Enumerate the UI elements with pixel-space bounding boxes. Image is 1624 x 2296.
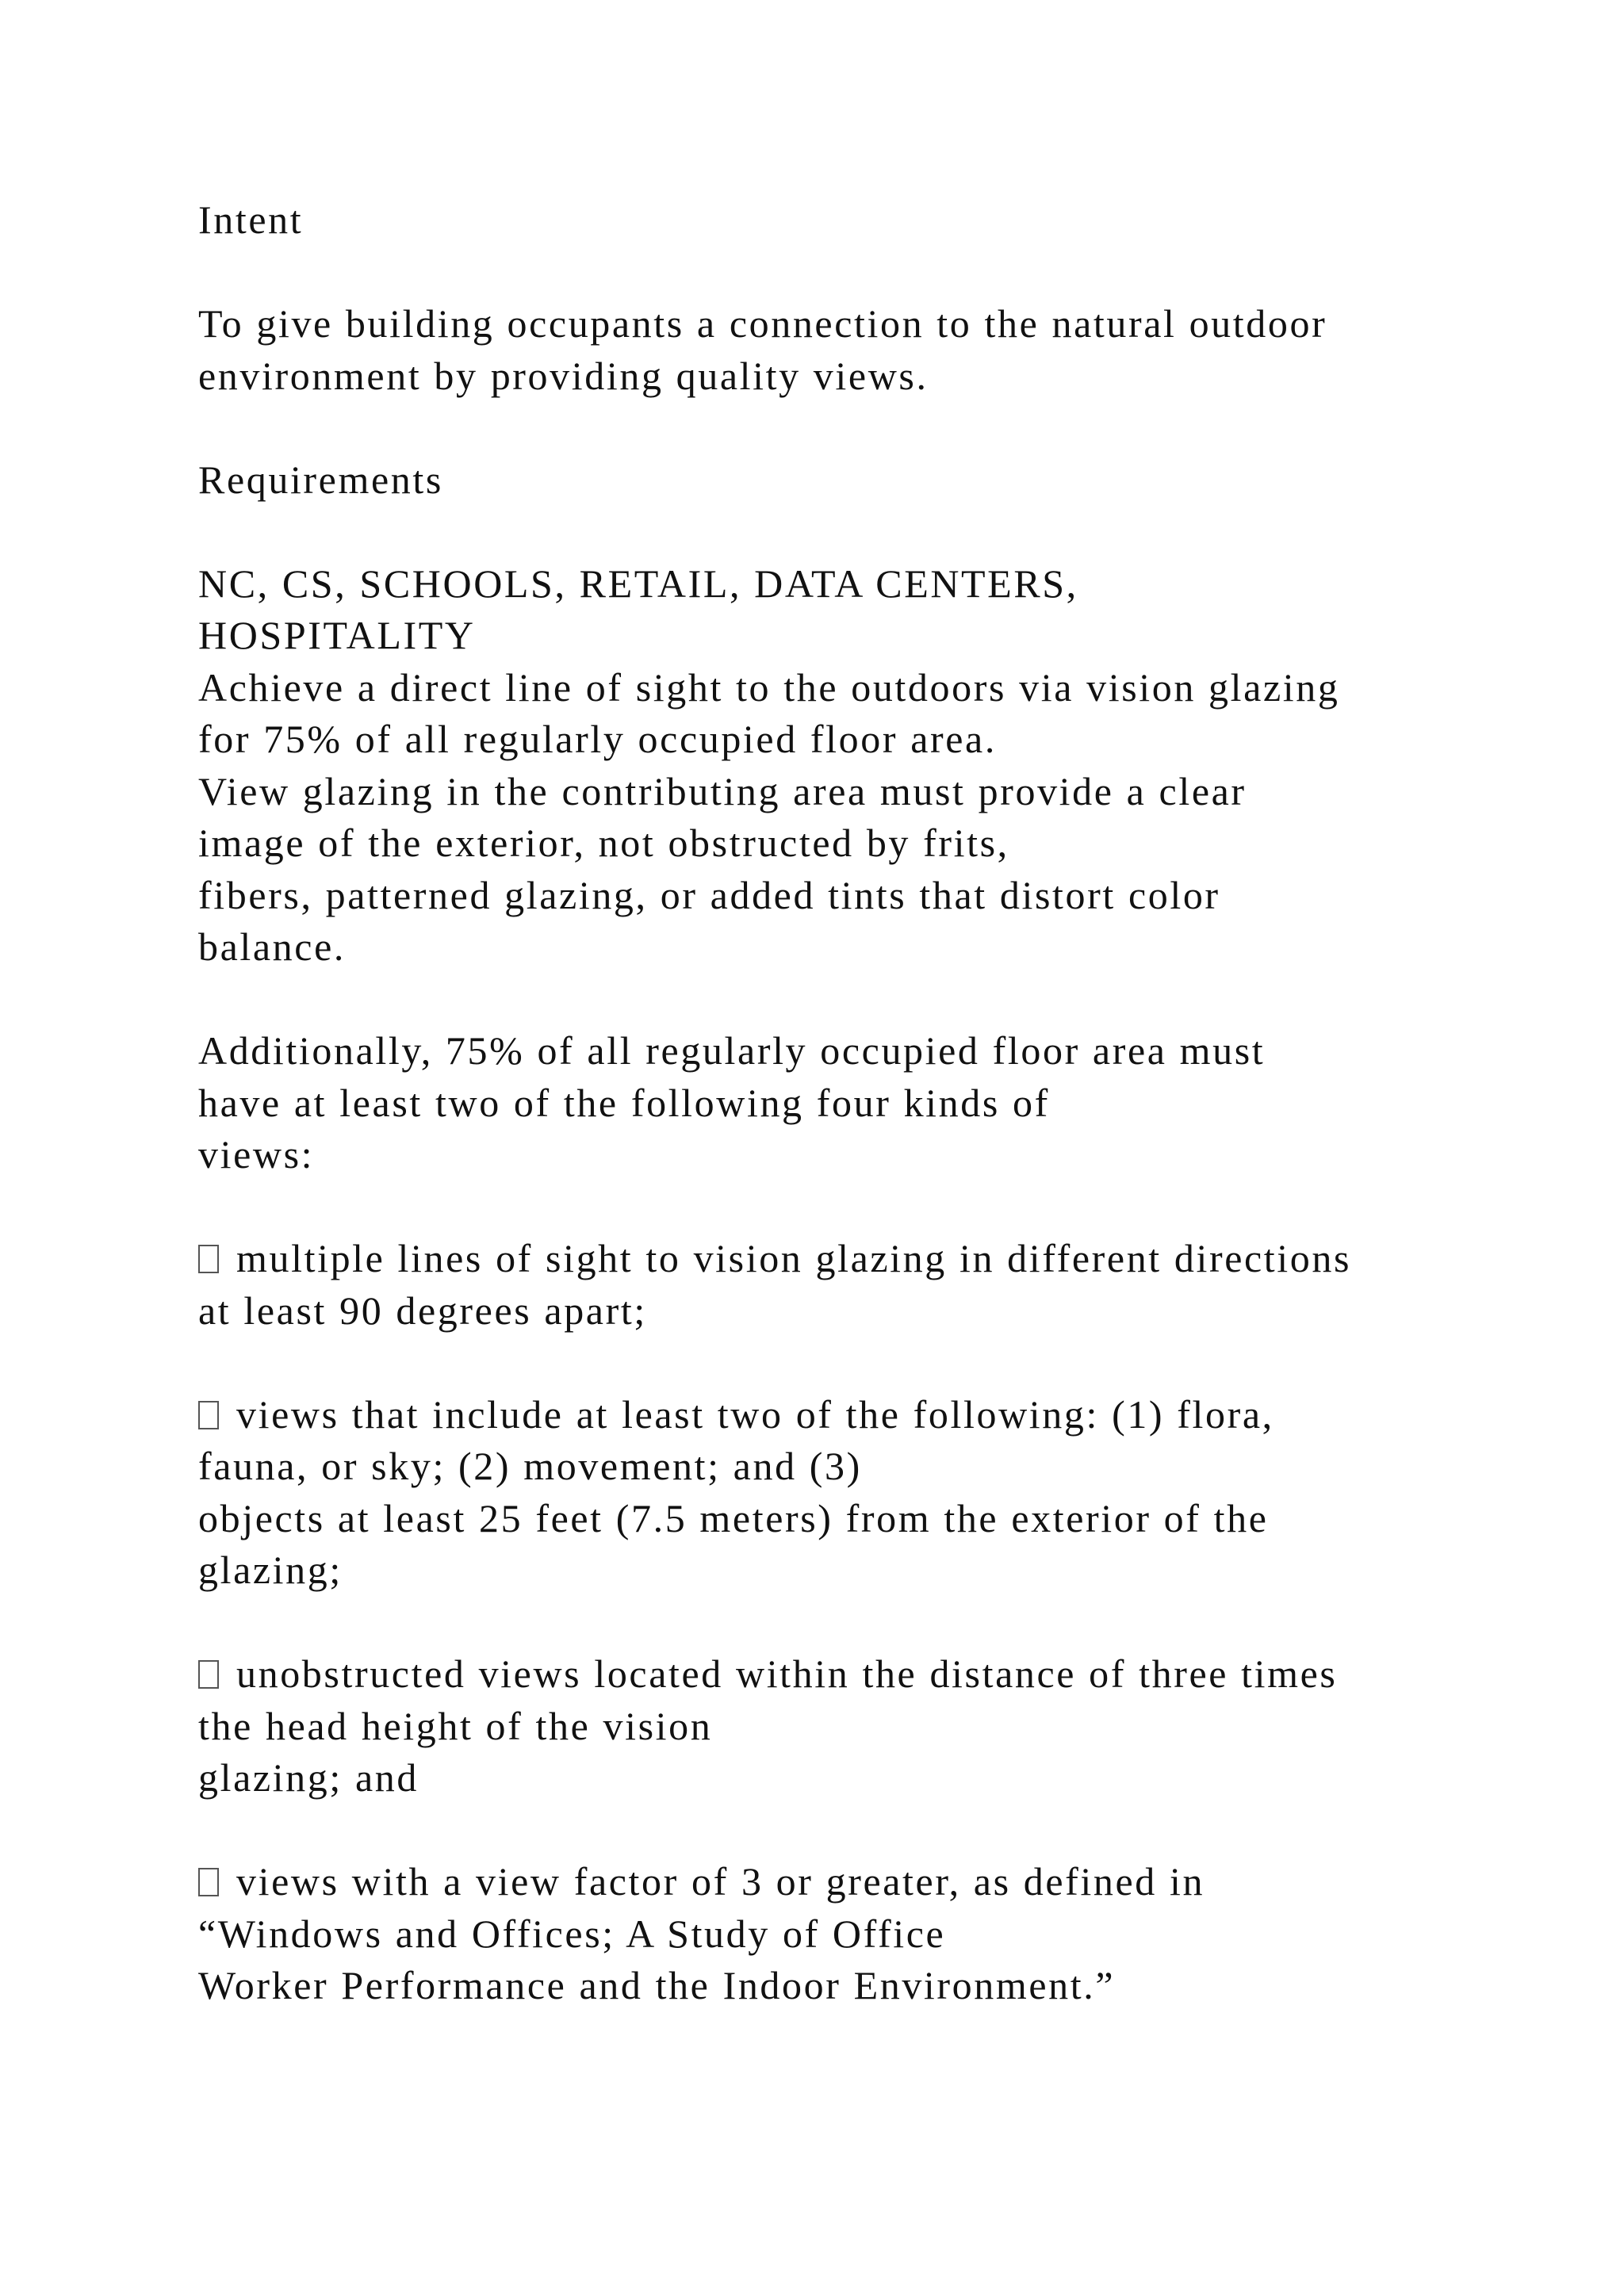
requirements-text-line: View glazing in the contributing area must provide a clear — [198, 768, 1247, 813]
bullet-item-line: glazing; and — [198, 1755, 419, 1800]
additional-text-line: have at least two of the following four kinds of — [198, 1080, 1050, 1125]
blank-line — [198, 402, 1499, 454]
blank-line — [198, 247, 1499, 299]
requirements-text-line: Achieve a direct line of sight to the outdoors via vision glazing — [198, 664, 1340, 710]
bullet-text: views that include at least two of the following: (1) flora, — [236, 1391, 1274, 1437]
intent-text-line: To give building occupants a connection to the natural outdoor — [198, 301, 1327, 346]
bullet-box-icon — [198, 1401, 219, 1429]
bullet-box-icon — [198, 1245, 219, 1273]
bullet-box-icon — [198, 1660, 219, 1689]
bullet-text: unobstructed views located within the distance of three times — [236, 1651, 1338, 1696]
blank-line — [198, 1804, 1499, 1857]
additional-text-line: Additionally, 75% of all regularly occupied floor area must — [198, 1028, 1266, 1073]
bullet-item-line: objects at least 25 feet (7.5 meters) from the exterior of the — [198, 1495, 1269, 1540]
blank-line — [198, 1597, 1499, 1649]
blank-line — [198, 1337, 1499, 1389]
bullet-item-line: glazing; — [198, 1548, 343, 1592]
bullet-item-line: Worker Performance and the Indoor Environment.” — [198, 1963, 1116, 2007]
bullet-item-line: the head height of the vision — [198, 1703, 713, 1748]
bullet-item-line: at least 90 degrees apart; — [198, 1288, 647, 1333]
bullet-item-first-line — [198, 1648, 1499, 1701]
additional-text-line: views: — [198, 1132, 315, 1177]
intent-text-line: environment by providing quality views. — [198, 353, 929, 398]
bullet-item-first-line — [198, 1856, 1499, 1908]
blank-line — [198, 506, 1499, 558]
requirements-heading: Requirements — [198, 457, 443, 502]
requirements-text-line: NC, CS, SCHOOLS, RETAIL, DATA CENTERS, — [198, 561, 1078, 606]
requirements-text-line: HOSPITALITY — [198, 613, 476, 657]
bullet-item-first-line — [198, 1233, 1499, 1285]
requirements-text-line: fibers, patterned glazing, or added tints that distort color — [198, 872, 1220, 917]
bullet-box-icon — [198, 1868, 219, 1896]
bullet-text: views with a view factor of 3 or greater, as defined in — [236, 1859, 1205, 1904]
blank-line — [198, 1181, 1499, 1234]
requirements-text-line: for 75% of all regularly occupied floor area. — [198, 717, 997, 761]
bullet-item-first-line — [198, 1389, 1499, 1441]
blank-line — [198, 974, 1499, 1026]
requirements-text-line: image of the exterior, not obstructed by frits, — [198, 821, 1009, 865]
document-body — [198, 194, 1499, 2012]
intent-heading: Intent — [198, 197, 304, 242]
bullet-item-line: fauna, or sky; (2) movement; and (3) — [198, 1444, 862, 1488]
bullet-text: multiple lines of sight to vision glazing in different directions — [236, 1236, 1352, 1280]
bullet-item-line: “Windows and Offices; A Study of Office — [198, 1911, 946, 1956]
requirements-text-line: balance. — [198, 924, 346, 969]
